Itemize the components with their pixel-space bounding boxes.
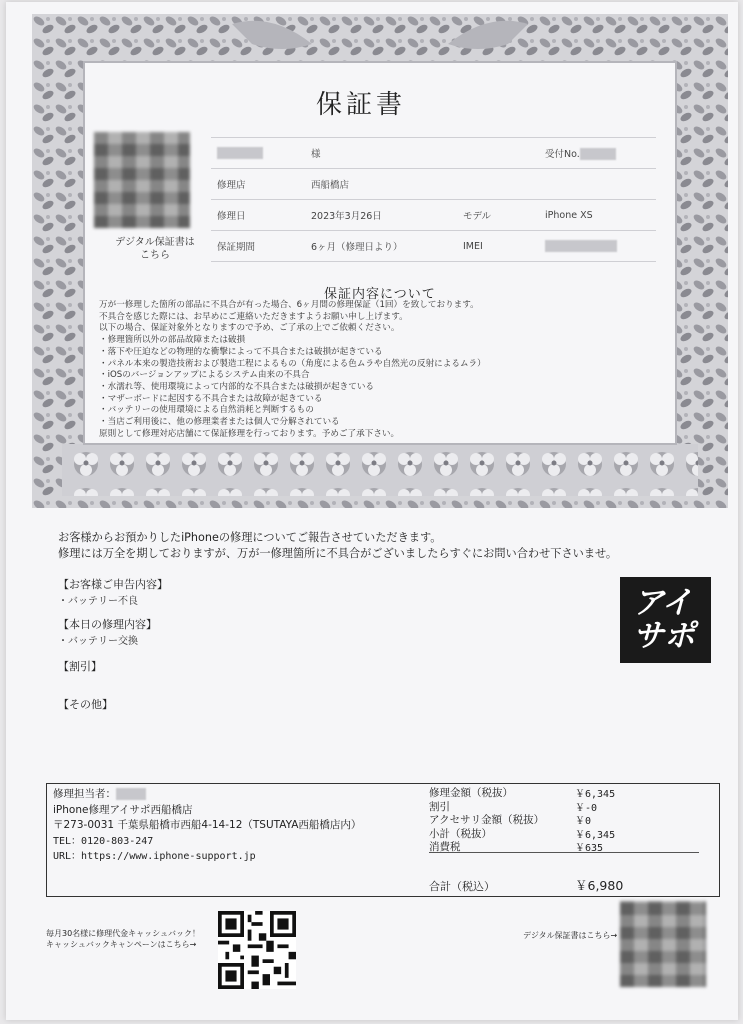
repair-item: ・バッテリー交換 xyxy=(58,636,138,647)
aisapo-logo xyxy=(620,577,711,663)
total-value: ￥6,980 xyxy=(575,878,624,893)
digital-warranty-caption xyxy=(100,236,210,262)
caption-line-2: こちら xyxy=(140,250,170,261)
store-url: URL：https://www.iphone-support.jp xyxy=(53,851,256,862)
period-label: 保証期間 xyxy=(211,231,305,262)
cashback-qr-code[interactable] xyxy=(218,911,296,989)
shop-value: 西船橋店 xyxy=(305,169,457,200)
warranty-paper xyxy=(6,2,738,1020)
model-value: iPhone XS xyxy=(539,200,656,231)
warranty-line: ・落下や圧迫などの物理的な衝撃によって不具合または破損が起きている xyxy=(99,346,383,357)
customer-name xyxy=(211,138,305,169)
store-tel: TEL：0120-803-247 xyxy=(53,835,154,847)
warranty-line: 不具合を感じた際には、お早めにご連絡いただきますようお願い申し上げます。 xyxy=(99,311,408,322)
cost-divider xyxy=(429,852,699,853)
warranty-line: ・パネル本来の製造技術および製造工程によるもの（角度による色ムラや自然光の反射によるムラ） xyxy=(99,358,486,369)
other-label: 【その他】 xyxy=(58,698,113,711)
campaign-line-2: キャッシュバックキャンペーンはこちら→ xyxy=(46,940,197,949)
report-message xyxy=(58,530,617,562)
shop-row xyxy=(211,169,656,200)
period-value: 6ヶ月（修理日より） xyxy=(305,231,457,262)
receipt-number xyxy=(539,138,656,169)
warranty-line: ・iOSのバージョンアップによるシステム由来の不具合 xyxy=(99,370,310,381)
model-label: モデル xyxy=(457,200,539,231)
blurred-qr-code xyxy=(94,132,190,228)
warranty-line: ・水濡れ等、使用環境によって内部的な不具合または破損が起きている xyxy=(99,381,375,392)
warranty-line: 原則として修理対応店舗にて保証修理を行っております。予めご了承下さい。 xyxy=(99,428,400,439)
cost-label: アクセサリ金額（税抜） xyxy=(429,814,545,826)
complaint-item: ・バッテリー不良 xyxy=(58,596,138,607)
warranty-line: ・バッテリーの使用環境による自然消耗と判断するもの xyxy=(99,405,314,416)
warranty-line: ・修理箇所以外の部品故障または破損 xyxy=(99,335,246,346)
redacted-staff xyxy=(116,788,146,800)
logo-line-2: サポ xyxy=(633,618,695,654)
cost-label: 修理金額（税抜） xyxy=(429,787,513,799)
discount-label: 【割引】 xyxy=(58,660,102,673)
warranty-line: ・マザーボードに起因する不具合または故障が起きている xyxy=(99,393,323,404)
caption-line-1: デジタル保証書は xyxy=(115,237,195,248)
cost-label: 割引 xyxy=(429,800,450,813)
store-address: 〒273-0031 千葉県船橋市西船4-14-12（TSUTAYA西船橋店内） xyxy=(53,819,362,831)
date-value: 2023年3月26日 xyxy=(305,200,457,231)
cost-value: ￥0 xyxy=(575,816,592,827)
repair-label: 【本日の修理内容】 xyxy=(58,618,157,631)
total-row xyxy=(429,878,624,894)
staff-line xyxy=(53,787,361,803)
imei-value xyxy=(539,231,656,262)
store-name: iPhone修理アイサポ西船橋店 xyxy=(53,803,193,816)
staff-label: 修理担当者： xyxy=(53,788,116,800)
cashback-campaign xyxy=(46,928,200,950)
total-label: 合計（税込） xyxy=(429,880,495,893)
complaint-label: 【お客様ご申告内容】 xyxy=(58,578,168,591)
imei-label: IMEI xyxy=(457,231,539,262)
blurred-digital-qr-code xyxy=(620,901,706,987)
campaign-line-1: 毎月30名様に修理代金キャッシュバック！ xyxy=(46,929,201,938)
cost-value: ￥6,345 xyxy=(575,829,616,841)
redacted-receipt xyxy=(580,148,616,160)
report-line-2: 修理には万全を期しておりますが、万が一修理箇所に不具合がございましたらすぐにお問い合わせ下さいませ。 xyxy=(58,547,618,560)
period-row xyxy=(211,231,656,262)
customer-suffix: 様 xyxy=(305,138,457,169)
logo-line-1: アイ xyxy=(633,585,693,621)
cost-label: 消費税 xyxy=(429,841,461,853)
cost-value: ￥6,345 xyxy=(575,789,616,800)
store-info xyxy=(53,787,361,865)
cost-value: ￥-0 xyxy=(575,802,598,814)
repair-info-table xyxy=(211,137,656,262)
warranty-line: 万が一修理した箇所の部品に不具合が有った場合、6ヶ月間の修理保証（1回）を致しております。 xyxy=(99,300,479,310)
receipt-label: 受付No. xyxy=(545,148,580,160)
cost-value: ￥635 xyxy=(575,843,604,854)
shop-label: 修理店 xyxy=(211,169,305,200)
digital-warranty-link-label[interactable]: デジタル保証書はこちら→ xyxy=(523,931,618,940)
date-row xyxy=(211,200,656,231)
date-label: 修理日 xyxy=(211,200,305,231)
redacted-imei xyxy=(545,240,617,252)
warranty-terms xyxy=(99,300,619,440)
redacted-name xyxy=(217,147,263,159)
warranty-line: 以下の場合、保証対象外となりますので予め、ご了承の上でご依頼ください。 xyxy=(99,323,400,334)
cost-label: 小計（税抜） xyxy=(429,827,492,840)
warranty-heading: 保証内容について xyxy=(324,287,436,302)
customer-row xyxy=(211,138,656,169)
document-title: 保証書 xyxy=(316,90,407,120)
report-line-1: お客様からお預かりしたiPhoneの修理についてご報告させていただきます。 xyxy=(58,531,442,544)
warranty-line: ・当店ご利用後に、他の修理業者または個人で分解されている xyxy=(99,417,340,428)
